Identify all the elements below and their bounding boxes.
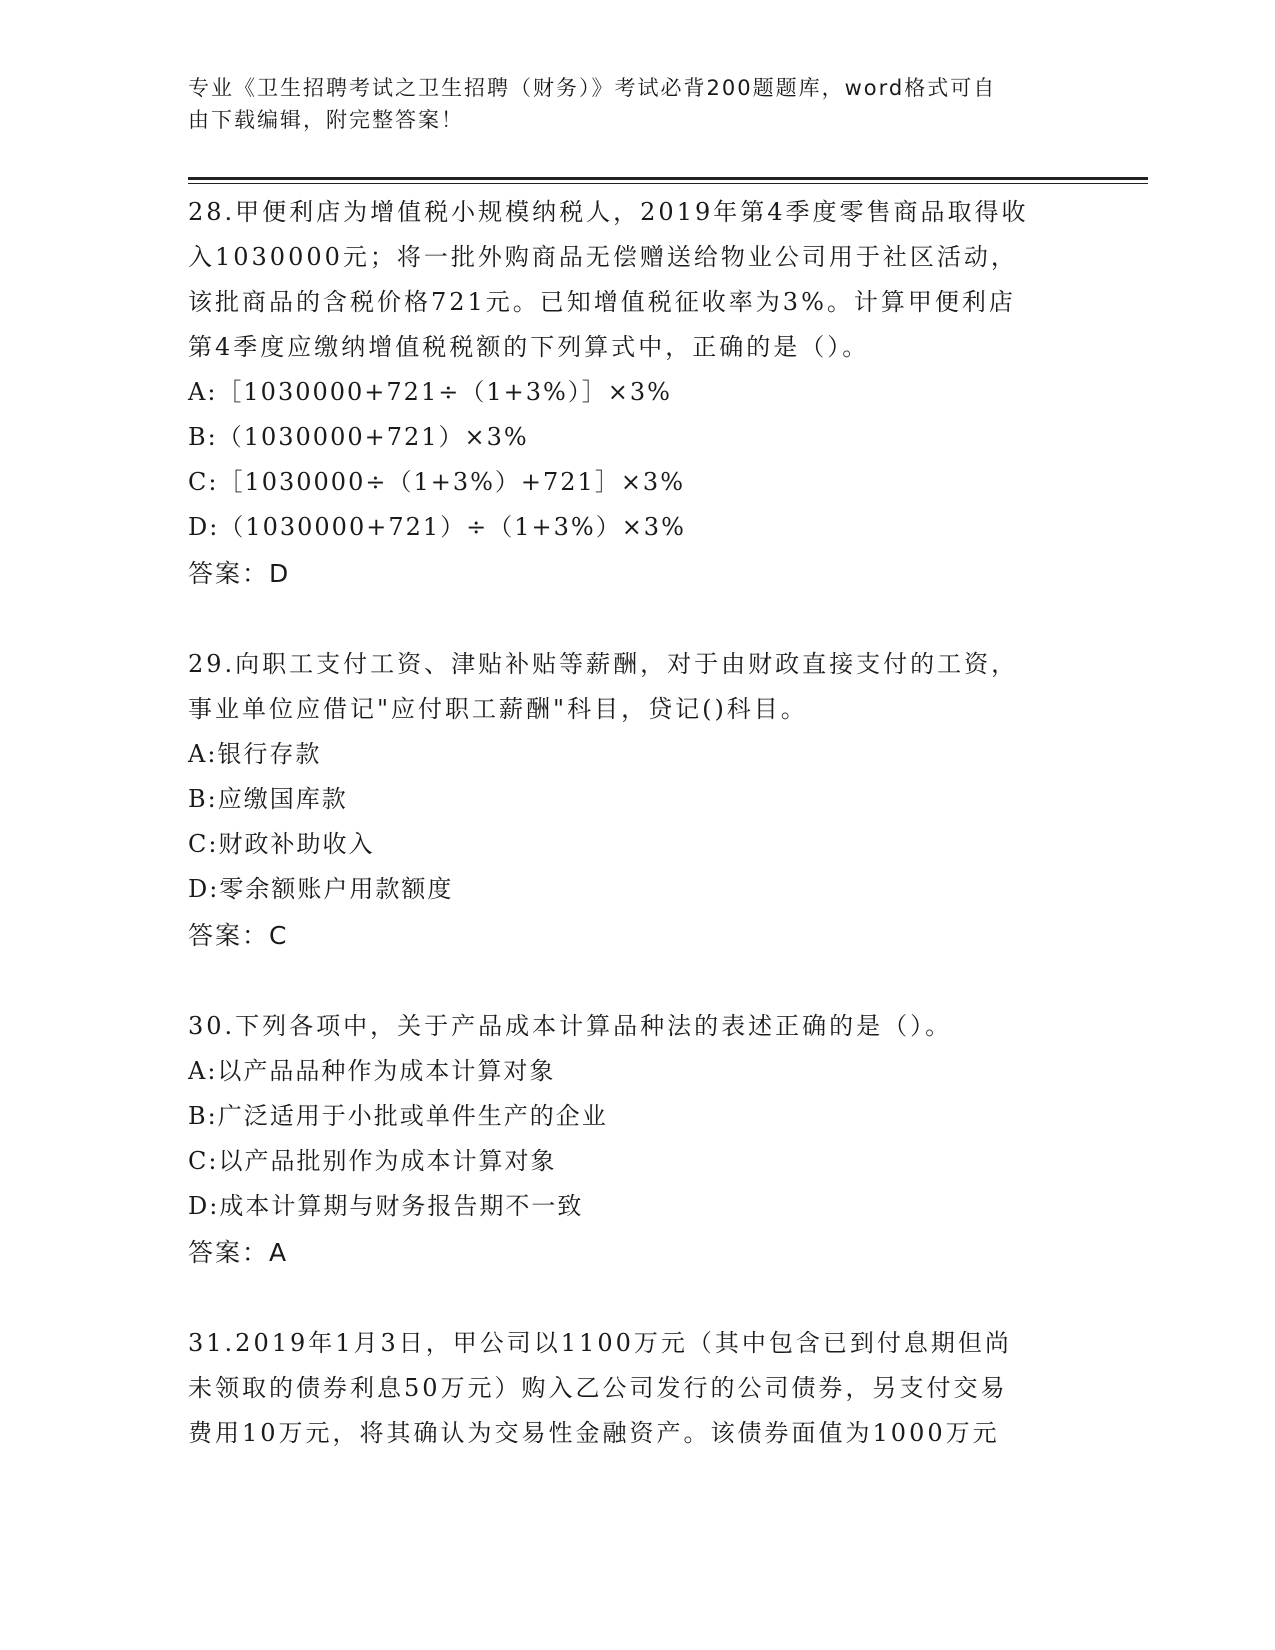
option-c: C:财政补助收入 bbox=[188, 830, 375, 858]
question-line: 31.2019年1月3日，甲公司以1100万元（其中包含已到付息期但尚 bbox=[188, 1329, 1012, 1357]
header-divider-thin bbox=[188, 183, 1148, 184]
question-28 bbox=[188, 190, 1088, 598]
header-title-line-1: 专业《卫生招聘考试之卫生招聘（财务）》考试必背200题题库，word格式可自 bbox=[188, 76, 997, 100]
question-31 bbox=[188, 1321, 1088, 1456]
option-b: B:（1030000+721）×3% bbox=[188, 423, 529, 451]
question-29 bbox=[188, 642, 1088, 960]
question-list bbox=[188, 190, 1088, 1500]
question-line: 30.下列各项中，关于产品成本计算品种法的表述正确的是（）。 bbox=[188, 1012, 953, 1040]
option-a: A:银行存款 bbox=[188, 740, 322, 768]
question-text bbox=[188, 1004, 1088, 1049]
option-c: C:［1030000÷（1+3%）+721］×3% bbox=[188, 468, 685, 496]
option-d: D:（1030000+721）÷（1+3%）×3% bbox=[188, 513, 686, 541]
question-line: 28.甲便利店为增值税小规模纳税人，2019年第4季度零售商品取得收 bbox=[188, 198, 1029, 226]
option-d: D:零余额账户用款额度 bbox=[188, 875, 454, 903]
answer-label: 答案：A bbox=[188, 1238, 289, 1267]
option-a: A:以产品品种作为成本计算对象 bbox=[188, 1057, 556, 1085]
question-text bbox=[188, 1321, 1088, 1456]
document-header bbox=[188, 72, 1068, 136]
question-line: 未领取的债券利息50万元）购入乙公司发行的公司债券，另支付交易 bbox=[188, 1374, 1008, 1402]
header-title-line-2: 由下载编辑，附完整答案！ bbox=[188, 108, 464, 132]
question-line: 入1030000元；将一批外购商品无偿赠送给物业公司用于社区活动， bbox=[188, 243, 1018, 271]
option-b: B:广泛适用于小批或单件生产的企业 bbox=[188, 1102, 608, 1130]
question-line: 该批商品的含税价格721元。已知增值税征收率为3%。计算甲便利店 bbox=[188, 288, 1016, 316]
answer-label: 答案：D bbox=[188, 559, 291, 588]
option-a: A:［1030000+721÷（1+3%）］×3% bbox=[188, 378, 672, 406]
question-text bbox=[188, 642, 1088, 732]
answer-label: 答案：C bbox=[188, 921, 289, 950]
question-30 bbox=[188, 1004, 1088, 1277]
question-line: 事业单位应借记"应付职工薪酬"科目，贷记()科目。 bbox=[188, 695, 808, 723]
option-b: B:应缴国库款 bbox=[188, 785, 348, 813]
option-c: C:以产品批别作为成本计算对象 bbox=[188, 1147, 557, 1175]
option-d: D:成本计算期与财务报告期不一致 bbox=[188, 1192, 584, 1220]
question-line: 费用10万元，将其确认为交易性金融资产。该债券面值为1000万元 bbox=[188, 1419, 1000, 1447]
question-text bbox=[188, 190, 1088, 370]
question-line: 29.向职工支付工资、津贴补贴等薪酬，对于由财政直接支付的工资， bbox=[188, 650, 1019, 678]
question-line: 第4季度应缴纳增值税税额的下列算式中，正确的是（）。 bbox=[188, 333, 870, 361]
header-divider-thick bbox=[188, 177, 1148, 180]
